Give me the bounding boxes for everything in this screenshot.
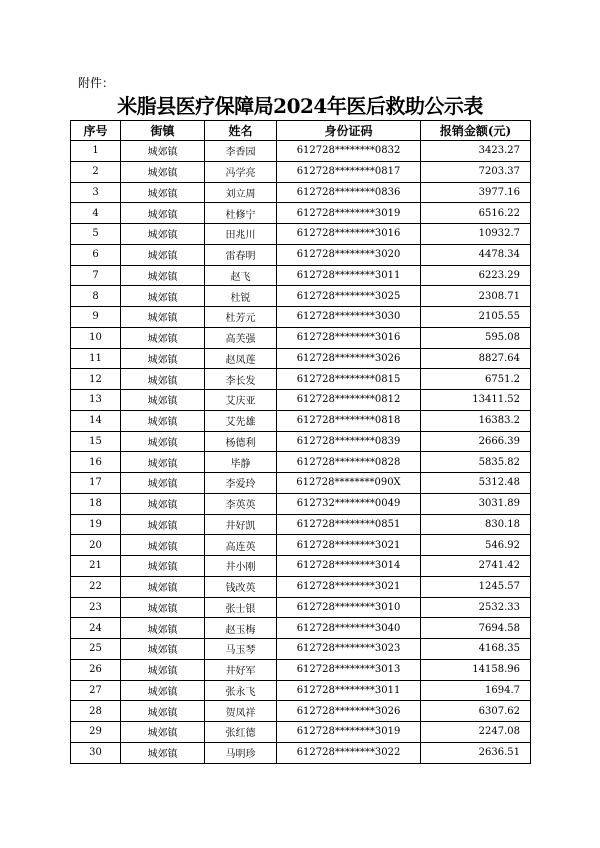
cell-serial-number: 20 xyxy=(71,535,121,556)
cell-town: 城郊镇 xyxy=(121,327,205,348)
cell-amount: 3977.16 xyxy=(421,182,531,203)
cell-town: 城郊镇 xyxy=(121,618,205,639)
cell-serial-number: 6 xyxy=(71,244,121,265)
cell-name: 毕静 xyxy=(205,452,277,473)
cell-serial-number: 14 xyxy=(71,410,121,431)
table-row xyxy=(71,452,531,473)
cell-amount: 5835.82 xyxy=(421,452,531,473)
table-row xyxy=(71,431,531,452)
cell-town: 城郊镇 xyxy=(121,659,205,680)
cell-amount: 3423.27 xyxy=(421,141,531,162)
cell-id-number: 612728********3013 xyxy=(277,659,421,680)
table-row xyxy=(71,742,531,763)
cell-amount: 1694.7 xyxy=(421,680,531,701)
table-row xyxy=(71,701,531,722)
cell-id-number: 612728********3026 xyxy=(277,348,421,369)
header-name: 姓名 xyxy=(205,121,277,141)
cell-name: 雷春明 xyxy=(205,244,277,265)
cell-name: 高连英 xyxy=(205,535,277,556)
table-row xyxy=(71,327,531,348)
cell-serial-number: 13 xyxy=(71,390,121,411)
cell-id-number: 612728********090X xyxy=(277,473,421,494)
cell-id-number: 612728********0832 xyxy=(277,141,421,162)
table-row xyxy=(71,390,531,411)
cell-name: 张士银 xyxy=(205,597,277,618)
cell-name: 井好军 xyxy=(205,659,277,680)
cell-serial-number: 9 xyxy=(71,307,121,328)
cell-id-number: 612728********0818 xyxy=(277,410,421,431)
cell-id-number: 612728********3023 xyxy=(277,639,421,660)
cell-serial-number: 28 xyxy=(71,701,121,722)
cell-id-number: 612728********3019 xyxy=(277,203,421,224)
cell-id-number: 612728********3011 xyxy=(277,265,421,286)
cell-town: 城郊镇 xyxy=(121,722,205,743)
cell-name: 赵玉梅 xyxy=(205,618,277,639)
cell-amount: 2308.71 xyxy=(421,286,531,307)
table-row xyxy=(71,286,531,307)
cell-serial-number: 5 xyxy=(71,224,121,245)
cell-amount: 7694.58 xyxy=(421,618,531,639)
table-row xyxy=(71,535,531,556)
document-title: 米脂县医疗保障局2024年医后救助公示表 xyxy=(117,94,483,118)
cell-amount: 3031.89 xyxy=(421,493,531,514)
table-row xyxy=(71,722,531,743)
header-id-number: 身份证码 xyxy=(277,121,421,141)
cell-id-number: 612728********0817 xyxy=(277,161,421,182)
cell-serial-number: 2 xyxy=(71,161,121,182)
cell-serial-number: 17 xyxy=(71,473,121,494)
cell-amount: 16383.2 xyxy=(421,410,531,431)
cell-town: 城郊镇 xyxy=(121,680,205,701)
cell-name: 井好凯 xyxy=(205,514,277,535)
cell-name: 张永飞 xyxy=(205,680,277,701)
cell-id-number: 612728********3025 xyxy=(277,286,421,307)
cell-name: 高芙强 xyxy=(205,327,277,348)
cell-amount: 830.18 xyxy=(421,514,531,535)
cell-amount: 2247.08 xyxy=(421,722,531,743)
cell-id-number: 612728********3030 xyxy=(277,307,421,328)
cell-serial-number: 1 xyxy=(71,141,121,162)
table-row xyxy=(71,161,531,182)
cell-town: 城郊镇 xyxy=(121,576,205,597)
cell-name: 冯学亮 xyxy=(205,161,277,182)
cell-serial-number: 15 xyxy=(71,431,121,452)
cell-town: 城郊镇 xyxy=(121,535,205,556)
cell-town: 城郊镇 xyxy=(121,224,205,245)
table-row xyxy=(71,182,531,203)
cell-name: 井小刚 xyxy=(205,556,277,577)
cell-id-number: 612728********3016 xyxy=(277,327,421,348)
cell-id-number: 612728********3026 xyxy=(277,701,421,722)
cell-id-number: 612728********3020 xyxy=(277,244,421,265)
cell-town: 城郊镇 xyxy=(121,286,205,307)
cell-id-number: 612728********0836 xyxy=(277,182,421,203)
cell-amount: 8827.64 xyxy=(421,348,531,369)
cell-town: 城郊镇 xyxy=(121,203,205,224)
cell-name: 杜芳元 xyxy=(205,307,277,328)
cell-serial-number: 3 xyxy=(71,182,121,203)
cell-amount: 5312.48 xyxy=(421,473,531,494)
cell-town: 城郊镇 xyxy=(121,597,205,618)
cell-serial-number: 25 xyxy=(71,639,121,660)
cell-name: 钱改英 xyxy=(205,576,277,597)
cell-amount: 2532.33 xyxy=(421,597,531,618)
cell-amount: 13411.52 xyxy=(421,390,531,411)
cell-town: 城郊镇 xyxy=(121,639,205,660)
header-town: 街镇 xyxy=(121,121,205,141)
cell-amount: 10932.7 xyxy=(421,224,531,245)
table-row xyxy=(71,514,531,535)
cell-amount: 14158.96 xyxy=(421,659,531,680)
cell-name: 赵凤莲 xyxy=(205,348,277,369)
cell-town: 城郊镇 xyxy=(121,452,205,473)
cell-amount: 1245.57 xyxy=(421,576,531,597)
table-row xyxy=(71,473,531,494)
cell-amount: 4478.34 xyxy=(421,244,531,265)
cell-amount: 2666.39 xyxy=(421,431,531,452)
cell-id-number: 612728********3011 xyxy=(277,680,421,701)
table-row xyxy=(71,141,531,162)
cell-amount: 6223.29 xyxy=(421,265,531,286)
cell-amount: 2636.51 xyxy=(421,742,531,763)
cell-name: 李香园 xyxy=(205,141,277,162)
cell-serial-number: 4 xyxy=(71,203,121,224)
cell-serial-number: 21 xyxy=(71,556,121,577)
table-row xyxy=(71,618,531,639)
cell-id-number: 612728********3014 xyxy=(277,556,421,577)
table-row xyxy=(71,265,531,286)
cell-id-number: 612728********3016 xyxy=(277,224,421,245)
table-row xyxy=(71,576,531,597)
cell-serial-number: 18 xyxy=(71,493,121,514)
cell-id-number: 612728********3040 xyxy=(277,618,421,639)
header-serial-number: 序号 xyxy=(71,121,121,141)
cell-town: 城郊镇 xyxy=(121,701,205,722)
cell-serial-number: 27 xyxy=(71,680,121,701)
cell-name: 杜锐 xyxy=(205,286,277,307)
table-row xyxy=(71,597,531,618)
cell-id-number: 612728********3022 xyxy=(277,742,421,763)
cell-town: 城郊镇 xyxy=(121,410,205,431)
cell-amount: 595.08 xyxy=(421,327,531,348)
table-row xyxy=(71,659,531,680)
cell-serial-number: 24 xyxy=(71,618,121,639)
table-row xyxy=(71,680,531,701)
cell-name: 张红德 xyxy=(205,722,277,743)
table-row xyxy=(71,556,531,577)
cell-town: 城郊镇 xyxy=(121,182,205,203)
cell-amount: 2105.55 xyxy=(421,307,531,328)
cell-town: 城郊镇 xyxy=(121,556,205,577)
cell-name: 艾庆亚 xyxy=(205,390,277,411)
table-body xyxy=(71,141,531,764)
header-reimbursement-amount: 报销金额(元) xyxy=(421,121,531,141)
cell-amount: 6751.2 xyxy=(421,369,531,390)
table-row xyxy=(71,348,531,369)
cell-town: 城郊镇 xyxy=(121,431,205,452)
cell-id-number: 612728********0828 xyxy=(277,452,421,473)
cell-amount: 6516.22 xyxy=(421,203,531,224)
cell-town: 城郊镇 xyxy=(121,742,205,763)
cell-town: 城郊镇 xyxy=(121,348,205,369)
table-row xyxy=(71,639,531,660)
cell-name: 刘立周 xyxy=(205,182,277,203)
attachment-label: 附件： xyxy=(78,76,115,90)
cell-town: 城郊镇 xyxy=(121,265,205,286)
cell-name: 马玉琴 xyxy=(205,639,277,660)
cell-town: 城郊镇 xyxy=(121,473,205,494)
cell-amount: 4168.35 xyxy=(421,639,531,660)
cell-name: 李长发 xyxy=(205,369,277,390)
cell-town: 城郊镇 xyxy=(121,141,205,162)
table-row xyxy=(71,410,531,431)
cell-name: 艾先雄 xyxy=(205,410,277,431)
table-row xyxy=(71,307,531,328)
cell-name: 李爱玲 xyxy=(205,473,277,494)
cell-id-number: 612728********3021 xyxy=(277,535,421,556)
cell-town: 城郊镇 xyxy=(121,307,205,328)
cell-serial-number: 30 xyxy=(71,742,121,763)
cell-town: 城郊镇 xyxy=(121,161,205,182)
cell-town: 城郊镇 xyxy=(121,390,205,411)
table-row xyxy=(71,244,531,265)
cell-name: 李英英 xyxy=(205,493,277,514)
table-row xyxy=(71,224,531,245)
cell-name: 赵飞 xyxy=(205,265,277,286)
cell-serial-number: 16 xyxy=(71,452,121,473)
assistance-table xyxy=(70,120,531,764)
table-row xyxy=(71,203,531,224)
cell-name: 杜修宁 xyxy=(205,203,277,224)
cell-name: 杨德利 xyxy=(205,431,277,452)
cell-serial-number: 11 xyxy=(71,348,121,369)
cell-id-number: 612728********0851 xyxy=(277,514,421,535)
cell-id-number: 612728********3010 xyxy=(277,597,421,618)
cell-amount: 7203.37 xyxy=(421,161,531,182)
cell-serial-number: 7 xyxy=(71,265,121,286)
cell-serial-number: 19 xyxy=(71,514,121,535)
cell-serial-number: 10 xyxy=(71,327,121,348)
cell-id-number: 612728********3021 xyxy=(277,576,421,597)
cell-id-number: 612728********0812 xyxy=(277,390,421,411)
cell-name: 贺凤祥 xyxy=(205,701,277,722)
cell-amount: 546.92 xyxy=(421,535,531,556)
cell-serial-number: 8 xyxy=(71,286,121,307)
cell-id-number: 612728********3019 xyxy=(277,722,421,743)
cell-serial-number: 29 xyxy=(71,722,121,743)
table-header-row xyxy=(71,121,531,141)
cell-town: 城郊镇 xyxy=(121,369,205,390)
cell-serial-number: 23 xyxy=(71,597,121,618)
cell-serial-number: 12 xyxy=(71,369,121,390)
table-row xyxy=(71,369,531,390)
cell-id-number: 612728********0815 xyxy=(277,369,421,390)
cell-name: 田兆川 xyxy=(205,224,277,245)
cell-amount: 6307.62 xyxy=(421,701,531,722)
cell-name: 马明珍 xyxy=(205,742,277,763)
cell-id-number: 612732********0049 xyxy=(277,493,421,514)
cell-serial-number: 22 xyxy=(71,576,121,597)
cell-id-number: 612728********0839 xyxy=(277,431,421,452)
cell-town: 城郊镇 xyxy=(121,493,205,514)
cell-serial-number: 26 xyxy=(71,659,121,680)
cell-town: 城郊镇 xyxy=(121,514,205,535)
table-row xyxy=(71,493,531,514)
cell-town: 城郊镇 xyxy=(121,244,205,265)
cell-amount: 2741.42 xyxy=(421,556,531,577)
